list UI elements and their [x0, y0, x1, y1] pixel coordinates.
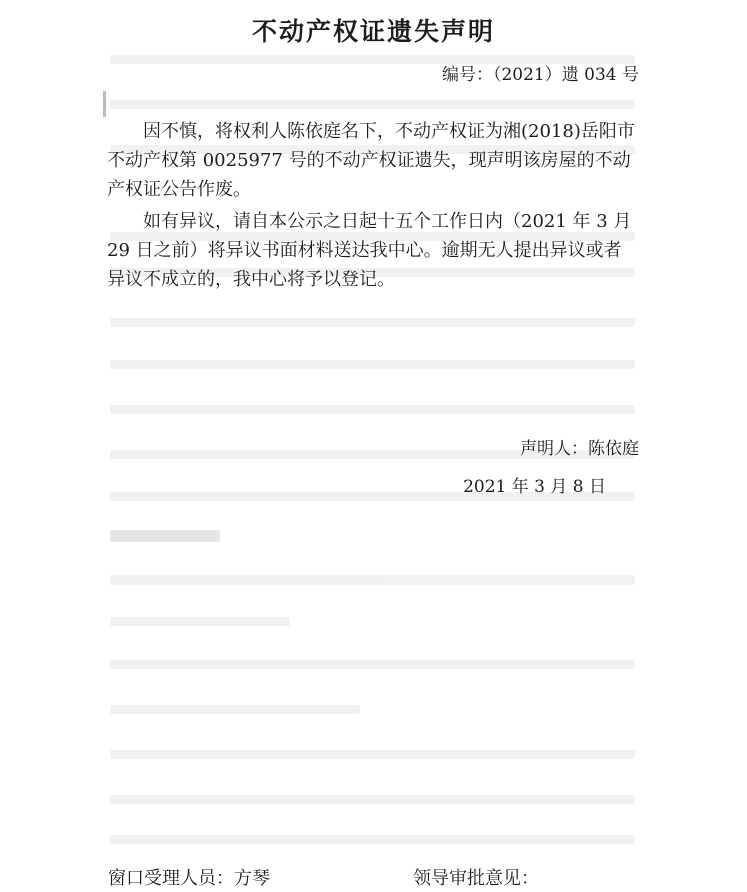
declarant: 声明人：陈依庭 — [520, 439, 639, 459]
margin-mark — [103, 91, 106, 117]
declaration-date: 2021 年 3 月 8 日 — [463, 477, 606, 497]
leader-opinion: 领导审批意见： — [413, 868, 539, 889]
paragraph-objection-notice: 如有异议，请自本公示之日起十五个工作日内（2021 年 3 月 29 日之前）将异议书面材料送达我中心。逾期无人提出异议或者异议不成立的，我中心将予以登记。 — [107, 211, 632, 290]
window-clerk: 窗口受理人员：方琴 — [108, 868, 270, 889]
document-number: 编号：（2021）遗 034 号 — [441, 65, 639, 85]
document-title: 不动产权证遗失声明 — [251, 17, 495, 46]
paragraph-loss-statement: 因不慎，将权利人陈依庭名下，不动产权证为湘(2018)岳阳市不动产权第 0025977 号的不动产权证遗失，现声明该房屋的不动产权证公告作废。 — [107, 121, 635, 200]
